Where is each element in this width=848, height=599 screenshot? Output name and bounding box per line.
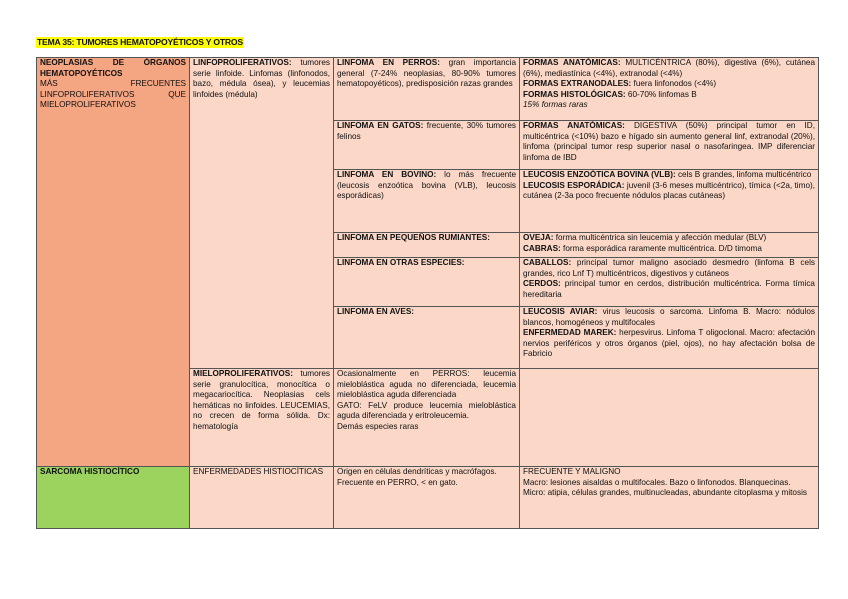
gatos-formas-heading: FORMAS ANATÓMICAS:: [523, 121, 625, 130]
cabras-heading: CABRAS:: [523, 243, 561, 253]
formas-histologicas-heading: FORMAS HISTOLÓGICAS:: [523, 89, 626, 99]
linfoma-perros-cell: [334, 58, 520, 121]
mielo-body: tumores serie granulocítica, monocítica o megacariocítica. Neoplasias cels hemáticas no linfoides. LEUCEMIAS, no crecen de forma sólida. Dx: hematología: [193, 369, 330, 431]
sarcoma-heading: SARCOMA HISTIOCÍTICO: [40, 467, 140, 476]
oveja-body: forma multicéntrica sin leucemia y afección medular (BLV): [553, 233, 767, 242]
caballos-body: principal tumor maligno asociado desmedro (linfoma B cels grandes, rico Lnf T) multicéntricos, digestivos y cutáneos: [523, 258, 815, 278]
formas-raras: 15% formas raras: [523, 100, 588, 110]
formas-extranodales-heading: FORMAS EXTRANODALES:: [523, 79, 632, 89]
esporadica-heading: LEUCOSIS ESPORÁDICA:: [523, 180, 625, 190]
page-title: TEMA 35: TUMORES HEMATOPOYÉTICOS Y OTROS: [37, 37, 243, 47]
aves-heading: LINFOMA EN AVES:: [337, 307, 415, 316]
mielo-gato: GATO: FeLV produce leucemia mieloblástica aguda diferenciada y eritroleucemia.: [337, 400, 516, 421]
table-row: [37, 58, 819, 121]
sarcoma-cell: [37, 467, 190, 529]
bovino-detail-cell: [520, 170, 819, 233]
rumiantes-heading: LINFOMA EN PEQUEÑOS RUMIANTES:: [337, 233, 490, 242]
cabras-body: forma esporádica raramente multicéntrica. D/D timoma: [560, 243, 762, 253]
esporadica-body: juvenil (3-6 meses multicéntrico), tímica (<2a, timo), cutánea (2-3a poco frecuente nódulos placas cutáneas): [523, 180, 815, 201]
linfoma-bovino-cell: [334, 170, 520, 233]
histio-frecuente: FRECUENTE Y MALIGNO: [523, 467, 621, 476]
perros-body: gran importancia general (7-24% neoplasias, 80-90% tumores hematopoyéticos), predisposición razas grandes: [337, 58, 516, 89]
mielo-species-cell: [334, 369, 520, 467]
linfo-heading: LINFOPROLIFERATIVOS:: [193, 58, 292, 67]
vlb-body: cels B grandes, linfoma multicéntrico: [675, 170, 812, 179]
perros-detail-cell: [520, 58, 819, 121]
otras-heading: LINFOMA EN OTRAS ESPECIES:: [337, 258, 465, 267]
gatos-heading: LINFOMA EN GATOS:: [337, 121, 424, 130]
mielo-otras: Demás especies raras: [337, 421, 419, 431]
mielo-perros: Ocasionalmente en PERROS: leucemia mieloblástica aguda no diferenciada, leucemia mieloblástica aguda diferenciada: [337, 369, 516, 400]
leucosis-aviar-heading: LEUCOSIS AVIAR:: [523, 307, 598, 316]
neoplasias-heading: NEOPLASIAS DE ÓRGANOS HEMATOPOYÉTICOS: [40, 58, 186, 78]
histio-frecuencia: Frecuente en PERRO, < en gato.: [337, 477, 458, 487]
linfoma-aves-cell: [334, 307, 520, 369]
formas-anatomicas-heading: FORMAS ANATÓMICAS:: [523, 58, 621, 67]
histio-macro: Macro: lesiones aisaldas o multifocales. Bazo o linfonodos. Blanquecinas.: [523, 477, 791, 487]
mielo-heading: MIELOPROLIFERATIVOS:: [193, 369, 293, 378]
histiociticas-cell: [190, 467, 334, 529]
vlb-heading: LEUCOSIS ENZOÓTICA BOVINA (VLB):: [523, 170, 676, 179]
cerdos-heading: CERDOS:: [523, 279, 561, 289]
marek-heading: ENFERMEDAD MAREK:: [523, 328, 617, 338]
gatos-detail-cell: [520, 121, 819, 170]
histiociticas-label: ENFERMEDADES HISTIOCÍTICAS: [193, 467, 324, 476]
perros-heading: LINFOMA EN PERROS:: [337, 58, 440, 67]
histio-micro: Micro: atipia, células grandes, multinucleadas, abundante citoplasma y mitosis: [523, 488, 807, 498]
linfoma-rumiantes-cell: [334, 233, 520, 258]
linfoma-otras-cell: [334, 258, 520, 307]
bovino-heading: LINFOMA EN BOVINO:: [337, 170, 437, 179]
formas-anatomicas-body: MULTICÉNTRICA (80%), digestiva (6%), cutánea (6%), mediastínica (<4%), extranodal (<4%): [523, 58, 815, 78]
formas-histologicas-body: 60-70% linfomas B: [625, 89, 697, 99]
gatos-formas-body: DIGESTIVA (50%) principal tumor en ID, multicéntrica (<10%) bazo e hígado sin aumento general linf, extranodal (20%), linfoma (principal tumor resp superior nasal o nasofaringea. IMP diferenciar linfoma de IBD: [523, 121, 815, 162]
gatos-body: frecuente, 30% tumores felinos: [337, 121, 516, 141]
marek-body: herpesvirus. Linfoma T oligoclonal. Macro: afectación nervios periféricos y otros órganos (piel, ojos), no hay afectación bolsa de Fabricio: [523, 328, 815, 359]
aves-detail-cell: [520, 307, 819, 369]
mieloproliferativos-cell: [190, 369, 334, 467]
linfoma-gatos-cell: [334, 121, 520, 170]
cerdos-body: principal tumor en cerdos, distribución multicéntrica. Forma tímica hereditaria: [523, 279, 815, 299]
histio-origen: Origen en células dendríticas y macrófagos.: [337, 467, 497, 476]
linfo-body: tumores serie linfoide. Linfomas (linfonodos, bazo, médula ósea), y leucemias linfoides (médula): [193, 58, 330, 99]
neoplasias-cell: [37, 58, 190, 467]
linfoproliferativos-cell: [190, 58, 334, 369]
table-row: [37, 467, 819, 529]
otras-detail-cell: [520, 258, 819, 307]
oveja-heading: OVEJA:: [523, 233, 554, 242]
leucosis-aviar-body: virus leucosis o sarcoma. Linfoma B. Macro: nódulos blancos, homogéneos y multifocales: [523, 307, 815, 327]
mielo-empty-cell: [520, 369, 819, 467]
neoplasias-body: MÁS FRECUENTES LINFOPROLIFERATIVOS QUE MIELOPROLIFERATIVOS: [40, 79, 186, 110]
rumiantes-detail-cell: [520, 233, 819, 258]
summary-table: [36, 57, 819, 529]
histio-detail-cell: [520, 467, 819, 529]
histio-origin-cell: [334, 467, 520, 529]
formas-extranodales-body: fuera linfonodos (<4%): [631, 79, 717, 89]
caballos-heading: CABALLOS:: [523, 258, 572, 267]
bovino-body: lo más frecuente (leucosis enzoótica bovina (VLB), leucosis esporádicas): [337, 170, 517, 201]
